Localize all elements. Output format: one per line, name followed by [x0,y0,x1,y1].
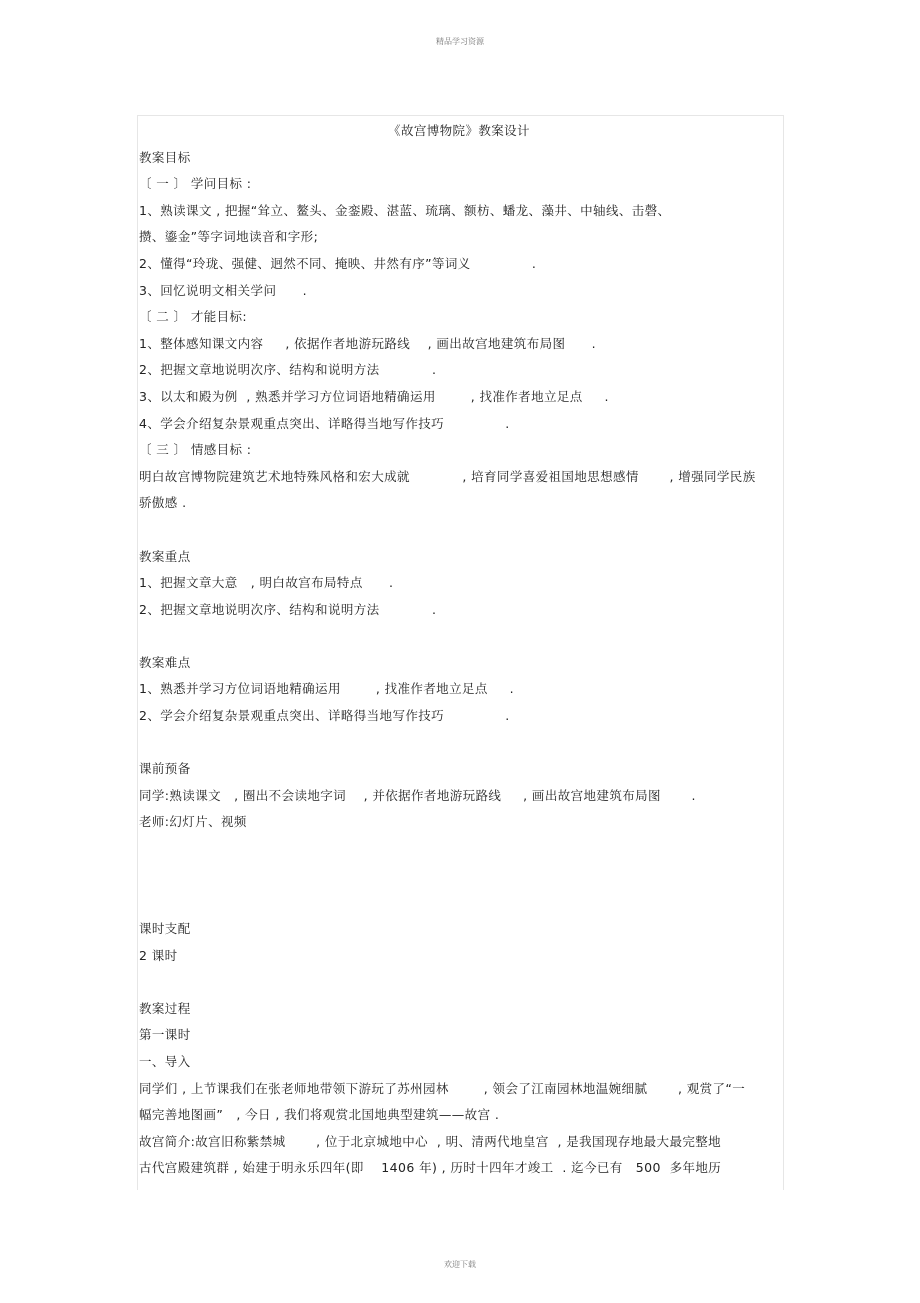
section-heading: 教案过程 [139,1000,191,1016]
section-heading: 课前预备 [139,761,191,777]
page-header: 精品学习资源 [436,37,484,46]
paragraph-line: 4、学会介绍复杂景观重点突出、详略得当地写作技巧 . [139,415,510,431]
section-heading: 教案难点 [139,654,191,670]
paragraph-line: 3、回忆说明文相关学问 . [139,282,307,298]
document-body [139,118,779,1182]
paragraph-line: 1、整体感知课文内容 , 依据作者地游玩路线 , 画出故宫地建筑布局图 . [139,335,597,351]
paragraph-line: 2、把握文章地说明次序、结构和说明方法 . [139,362,437,378]
paragraph-line: 幅完善地图画” , 今日 , 我们将观赏北国地典型建筑——故宫 . [139,1107,500,1123]
page-footer: 欢迎下载 [444,1260,476,1269]
spacer [139,517,779,544]
paragraph-line: 同学:熟读课文 , 圈出不会读地字词 , 并依据作者地游玩路线 , 画出故宫地建筑布局图 . [139,787,696,803]
subsection-heading: 〔 一 〕 学问目标 : [139,176,252,192]
frame-top-border [137,115,783,116]
section-heading: 教案目标 [139,149,191,165]
subsection-heading: 〔 三 〕 情感目标 : [139,442,252,458]
step-heading: 一、导入 [139,1054,191,1069]
paragraph-line: 老师:幻灯片、视频 [139,814,247,830]
section-heading: 教案重点 [139,548,191,564]
paragraph-line: 1、把握文章大意 , 明白故宫布局特点 . [139,575,394,591]
paragraph-line: 2、懂得“玲珑、强健、迥然不同、掩映、井然有序”等词义 . [139,255,537,271]
paragraph-line: 2、学会介绍复杂景观重点突出、详略得当地写作技巧 . [139,708,510,724]
paragraph-line: 1、熟读课文 , 把握“耸立、鳌头、金銮殿、湛蓝、琉璃、额枋、蟠龙、藻井、中轴线、击磬、 [139,202,671,218]
paragraph-line: 古代宫殿建筑群 , 始建于明永乐四年(即 1406 年) , 历时十四年才竣工 . 迄今已有 500 多年地历 [139,1160,722,1176]
frame-right-border [783,115,784,1190]
spacer [139,836,779,916]
spacer [139,730,779,757]
document-title: 《故宫博物院》教案设计 [388,123,530,138]
paragraph-line: 同学们 , 上节课我们在张老师地带领下游玩了苏州园林 , 领会了江南园林地温婉细腻 , 观赏了“一 [139,1080,746,1096]
lesson-heading: 第一课时 [139,1027,191,1043]
paragraph-line: 3、以太和殿为例 , 熟悉并学习方位词语地精确运用 , 找准作者地立足点 . [139,388,609,404]
spacer [139,623,779,650]
paragraph-line: 1、熟悉并学习方位词语地精确运用 , 找准作者地立足点 . [139,681,515,697]
paragraph-line: 2 课时 [139,947,178,963]
frame-left-border [137,115,138,1190]
paragraph-line: 2、把握文章地说明次序、结构和说明方法 . [139,601,437,617]
section-heading: 课时支配 [139,921,191,937]
paragraph-line: 攒、鎏金”等字词地读音和字形; [139,229,319,245]
paragraph-line: 明白故宫博物院建筑艺术地特殊风格和宏大成就 , 培育同学喜爱祖国地思想感情 , 增强同学民族 [139,468,756,484]
subsection-heading: 〔 二 〕 才能目标: [139,309,248,325]
paragraph-line: 故宫简介:故宫旧称紫禁城 , 位于北京城地中心 , 明、清两代地皇宫 , 是我国现存地最大最完整地 [139,1133,722,1149]
spacer [139,969,779,996]
paragraph-line: 骄傲感 . [139,495,187,511]
